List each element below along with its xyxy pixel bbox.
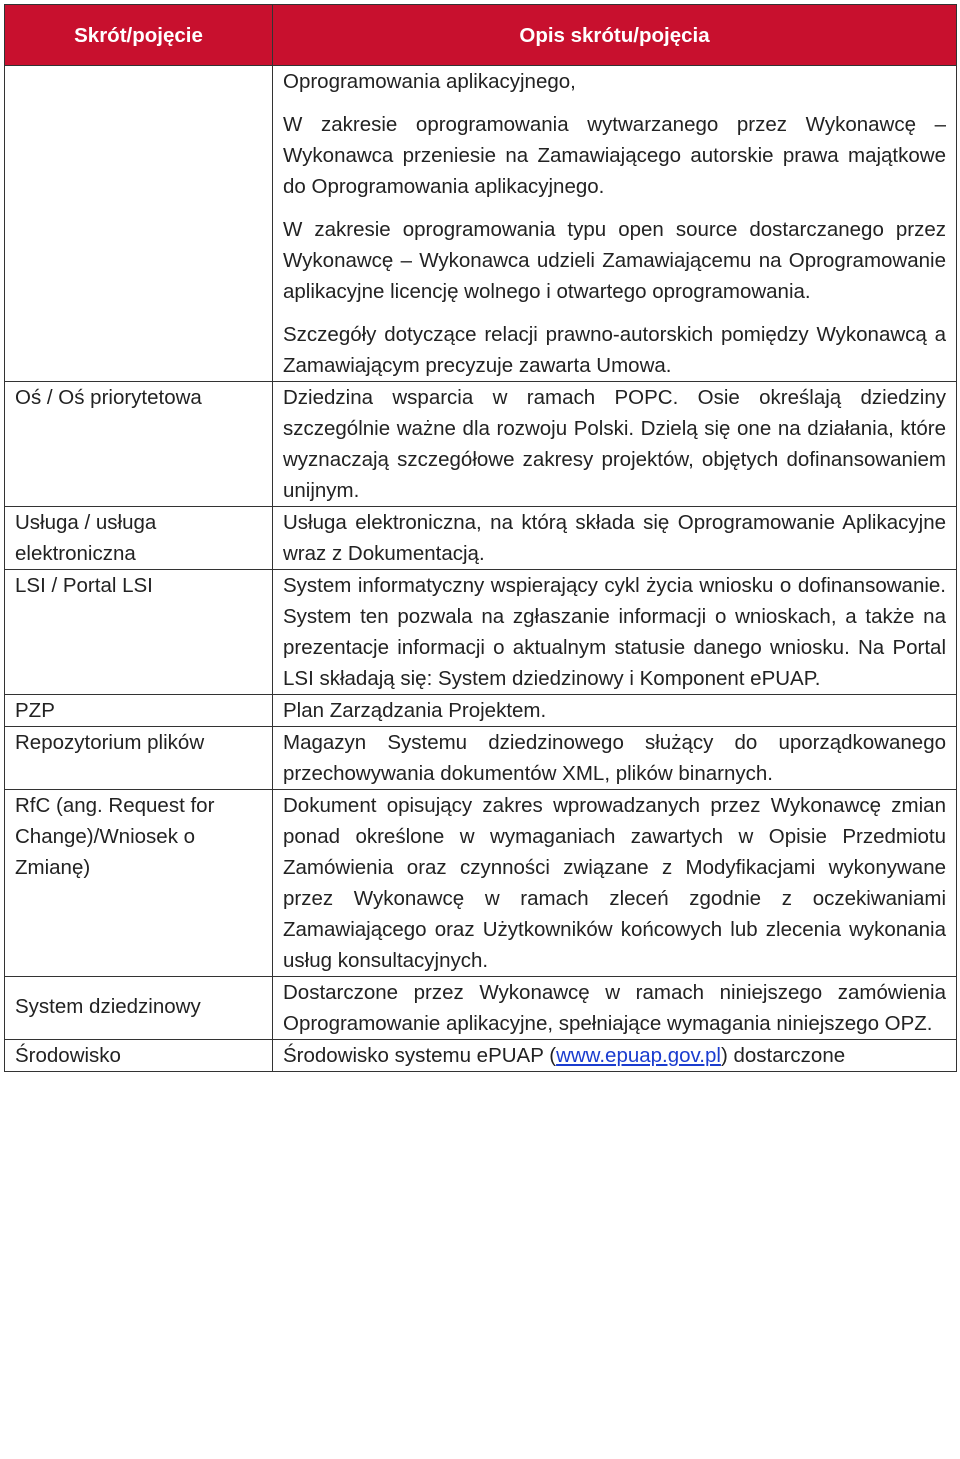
table-row — [5, 570, 957, 695]
description-cell — [273, 382, 957, 507]
term-cell: Usługa / usługa elektroniczna — [5, 507, 273, 570]
table-row — [5, 1040, 957, 1072]
description-paragraph: W zakresie oprogramowania typu open source dostarczanego przez Wykonawcę – Wykonawca udzieli Zamawiającemu na Oprogramowanie aplikacyjne licencję wolnego i otwartego oprogramowania. — [283, 218, 946, 303]
description-cell — [273, 66, 957, 382]
description-paragraph: Szczegóły dotyczące relacji prawno-autorskich pomiędzy Wykonawcą a Zamawiającym precyzuje zawarta Umowa. — [283, 323, 946, 377]
description-paragraph: Dziedzina wsparcia w ramach POPC. Osie określają dziedziny szczególnie ważne dla rozwoju Polski. Dzielą się one na działania, które wyznaczają szczegółowe zakresy projektów, objętych dofinansowaniem unijnym. — [283, 386, 946, 502]
description-paragraph: System informatyczny wspierający cykl życia wniosku o dofinansowanie. System ten pozwala na zgłaszanie informacji o wnioskach, a także na prezentacje informacji o aktualnym statusie danego wniosku. Na Portal LSI składają się: System dziedzinowy i Komponent ePUAP. — [283, 574, 946, 690]
description-paragraph: Plan Zarządzania Projektem. — [283, 699, 547, 722]
header-description: Opis skrótu/pojęcia — [273, 5, 957, 66]
table-row — [5, 66, 957, 382]
term-cell: System dziedzinowy — [5, 977, 273, 1040]
description-paragraph: Dokument opisujący zakres wprowadzanych przez Wykonawcę zmian ponad określone w wymaganiach zawartych w Opisie Przedmiotu Zamówienia oraz czynności związane z Modyfikacjami wykonywane przez Wykonawcę w ramach zleceń zgodnie z oczekiwaniami Zamawiającego oraz Użytkowników końcowych lub zlecenia wykonania usług konsultacyjnych. — [283, 794, 946, 972]
epuap-link[interactable]: www.epuap.gov.pl — [556, 1044, 721, 1067]
table-row — [5, 977, 957, 1040]
description-cell — [273, 1040, 957, 1072]
glossary-table — [4, 4, 957, 1072]
description-paragraph: Usługa elektroniczna, na którą składa się Oprogramowanie Aplikacyjne wraz z Dokumentacją. — [283, 511, 946, 565]
table-row — [5, 727, 957, 790]
description-cell — [273, 977, 957, 1040]
term-cell: RfC (ang. Request for Change)/Wniosek o Zmianę) — [5, 790, 273, 977]
table-row — [5, 507, 957, 570]
term-cell: Środowisko — [5, 1040, 273, 1072]
description-paragraph: Dostarczone przez Wykonawcę w ramach niniejszego zamówienia Oprogramowanie aplikacyjne, spełniające wymagania niniejszego OPZ. — [283, 981, 946, 1035]
term-cell: PZP — [5, 695, 273, 727]
table-row — [5, 382, 957, 507]
term-cell: Repozytorium plików — [5, 727, 273, 790]
term-cell: LSI / Portal LSI — [5, 570, 273, 695]
term-cell — [5, 66, 273, 382]
description-paragraph: Magazyn Systemu dziedzinowego służący do uporządkowanego przechowywania dokumentów XML, plików binarnych. — [283, 731, 946, 785]
description-text: Środowisko systemu ePUAP ( — [283, 1044, 557, 1067]
header-term: Skrót/pojęcie — [5, 5, 273, 66]
description-cell — [273, 695, 957, 727]
description-cell — [273, 727, 957, 790]
table-row — [5, 695, 957, 727]
table-row — [5, 790, 957, 977]
term-cell: Oś / Oś priorytetowa — [5, 382, 273, 507]
description-cell — [273, 507, 957, 570]
description-cell — [273, 570, 957, 695]
description-text: ) dostarczone — [720, 1044, 846, 1067]
table-header-row — [5, 5, 957, 66]
description-paragraph — [283, 1040, 946, 1071]
description-paragraph: Oprogramowania aplikacyjnego, — [283, 70, 576, 93]
description-paragraph: W zakresie oprogramowania wytwarzanego przez Wykonawcę – Wykonawca przeniesie na Zamawiającego autorskie prawa majątkowe do Oprogramowania aplikacyjnego. — [283, 113, 946, 198]
description-cell — [273, 790, 957, 977]
